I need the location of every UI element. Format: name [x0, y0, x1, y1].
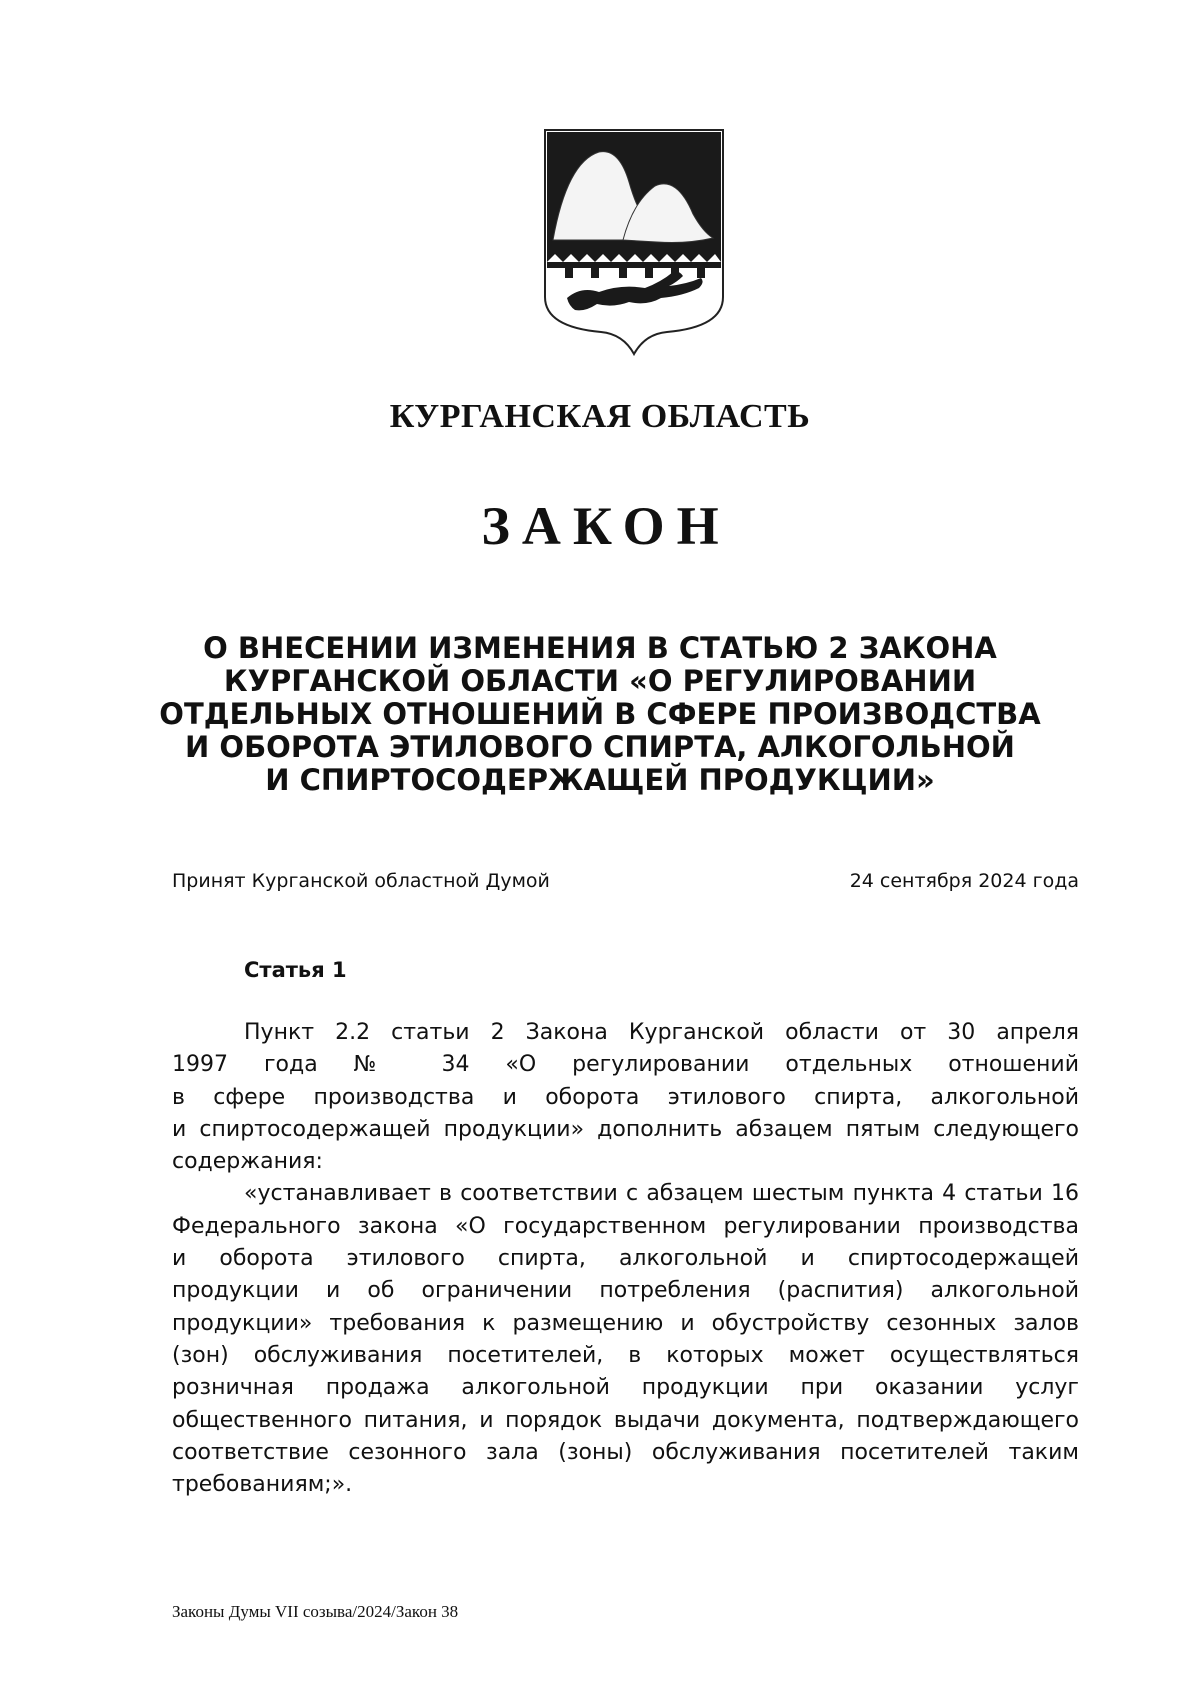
document-kind-heading: ЗАКОН	[481, 496, 731, 556]
adopted-by-text: Принят Курганской областной Думой	[172, 870, 550, 892]
article-line: продукции» требования к размещению и обустройству сезонных залов	[172, 1310, 1079, 1336]
law-title-line: О ВНЕСЕНИИ ИЗМЕНЕНИЯ В СТАТЬЮ 2 ЗАКОНА	[203, 631, 997, 665]
article-line: 1997 года № 34 «О регулировании отдельных отношений	[172, 1052, 1079, 1078]
article-line: розничная продажа алкогольной продукции при оказании услуг	[172, 1375, 1079, 1401]
article-line: и оборота этилового спирта, алкогольной и спиртосодержащей	[172, 1246, 1079, 1272]
law-title-line: И ОБОРОТА ЭТИЛОВОГО СПИРТА, АЛКОГОЛЬНОЙ	[185, 730, 1015, 764]
article-line: общественного питания, и порядок выдачи документа, подтверждающего	[172, 1407, 1079, 1433]
adoption-date: 24 сентября 2024 года	[849, 870, 1079, 892]
region-title: КУРГАНСКАЯ ОБЛАСТЬ	[389, 398, 811, 435]
article-line: (зон) обслуживания посетителей, в которых может осуществляться	[172, 1342, 1079, 1368]
coat-of-arms-icon	[537, 122, 731, 362]
law-title-line: КУРГАНСКОЙ ОБЛАСТИ «О РЕГУЛИРОВАНИИ	[223, 664, 977, 698]
article-line: «устанавливает в соответствии с абзацем шестым пункта 4 статьи 16	[244, 1181, 1079, 1207]
law-title	[100, 632, 1100, 797]
article-line: содержания:	[172, 1149, 323, 1175]
footer-reference: Законы Думы VII созыва/2024/Закон 38	[172, 1602, 459, 1621]
article-line: в сфере производства и оборота этилового спирта, алкогольной	[172, 1084, 1079, 1110]
article-line: и спиртосодержащей продукции» дополнить абзацем пятым следующего	[172, 1116, 1079, 1142]
article-line: продукции и об ограничении потребления (распития) алкогольной	[172, 1278, 1079, 1304]
law-title-line: И СПИРТОСОДЕРЖАЩЕЙ ПРОДУКЦИИ»	[265, 763, 935, 797]
article-heading: Статья 1	[244, 958, 347, 982]
article-line: Федерального закона «О государственном регулировании производства	[172, 1213, 1079, 1239]
article-line: требованиям;».	[172, 1472, 353, 1498]
article-line: Пункт 2.2 статьи 2 Закона Курганской области от 30 апреля	[244, 1020, 1079, 1045]
article-line: соответствие сезонного зала (зоны) обслуживания посетителей таким	[172, 1439, 1079, 1465]
coat-of-arms-emblem	[537, 122, 731, 362]
article-body	[172, 1017, 1079, 1501]
law-title-line: ОТДЕЛЬНЫХ ОТНОШЕНИЙ В СФЕРЕ ПРОИЗВОДСТВА	[159, 697, 1041, 731]
